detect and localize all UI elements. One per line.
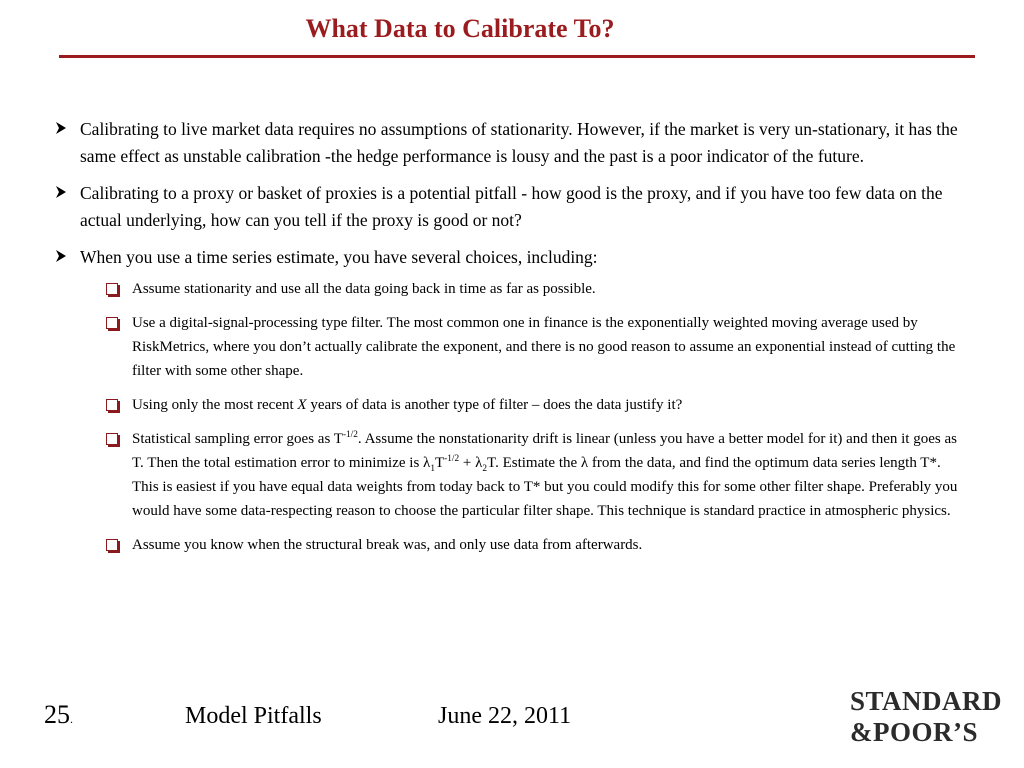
bullet-item <box>54 180 959 234</box>
checkbox-bullet-icon <box>106 317 118 329</box>
text-run: T. Estimate the λ from the data, and find the optimum data series length T*. This is easiest if you have equal data weights from today back to T* but you could modify this for some other filter shape. Preferably you would have some data-respecting reason to choose the particular filter shape. This technique is standard practice in atmospheric physics. <box>132 455 958 519</box>
title-underline <box>59 55 975 58</box>
slide-content <box>54 116 959 567</box>
page-number-dot: . <box>70 712 73 726</box>
logo-line-2: &POOR’S <box>850 717 978 747</box>
checkbox-bullet-icon <box>106 283 118 295</box>
text-run: . Assume the nonstationarity drift is linear (unless you have a better model for it) and then it goes as T. Then the total estimation error to minimize is λ <box>132 431 957 471</box>
bullet-text: Calibrating to a proxy or basket of proxies is a potential pitfall - how good is the proxy, and if you have too few data on the actual underlying, how can you tell if the proxy is good or not? <box>80 183 943 230</box>
text-run: years of data is another type of filter – does the data justify it? <box>306 397 683 413</box>
sub-bullet-item <box>106 393 959 417</box>
standard-and-poors-logo <box>850 686 1010 748</box>
slide-title: What Data to Calibrate To? <box>305 14 615 43</box>
sub-bullet-item <box>106 533 959 557</box>
bullet-text: When you use a time series estimate, you have several choices, including: <box>80 247 598 267</box>
arrow-bullet-icon <box>54 185 68 199</box>
sub-bullet-item <box>106 277 959 301</box>
checkbox-bullet-icon <box>106 399 118 411</box>
sub-bullet-text: Assume stationarity and use all the data going back in time as far as possible. <box>132 281 596 297</box>
variable-x: X <box>297 397 307 413</box>
text-run: T <box>434 455 445 471</box>
subscript: 2 <box>482 464 488 474</box>
footer-date: June 22, 2011 <box>438 703 572 729</box>
text-run: + λ <box>459 455 483 471</box>
arrow-bullet-icon <box>54 121 68 135</box>
bullet-item <box>54 244 959 271</box>
subscript: 1 <box>430 464 435 474</box>
bullet-text: Calibrating to live market data requires no assumptions of stationarity. However, if the market is very un-stationary, it has the same effect as unstable calibration -the hedge performance is lousy and the past is a poor indicator of the future. <box>80 119 958 166</box>
checkbox-bullet-icon <box>106 433 118 445</box>
sub-bullet-text <box>132 397 682 413</box>
text-run: Using only the most recent <box>132 397 298 413</box>
arrow-bullet-icon <box>54 249 68 263</box>
text-run: Statistical sampling error goes as T <box>132 431 343 447</box>
logo-line-1: STANDARD <box>850 686 1003 716</box>
page-number-value: 25 <box>44 700 70 729</box>
exponent: -1/2 <box>342 430 358 440</box>
footer-title: Model Pitfalls <box>185 703 322 729</box>
sub-bullet-text <box>132 431 957 519</box>
sub-bullet-text: Use a digital-signal-processing type filter. The most common one in finance is the exponentially weighted moving average used by RiskMetrics, where you don’t actually calibrate the exponent, and there is no good reason to assume an exponential instead of cutting the filter with some other shape. <box>132 315 956 379</box>
bullet-item <box>54 116 959 170</box>
sub-bullet-item <box>106 311 959 383</box>
page-number <box>44 700 73 730</box>
sub-bullet-item <box>106 427 959 523</box>
sub-bullet-text: Assume you know when the structural break was, and only use data from afterwards. <box>132 537 643 553</box>
checkbox-bullet-icon <box>106 539 118 551</box>
exponent: -1/2 <box>444 454 460 464</box>
